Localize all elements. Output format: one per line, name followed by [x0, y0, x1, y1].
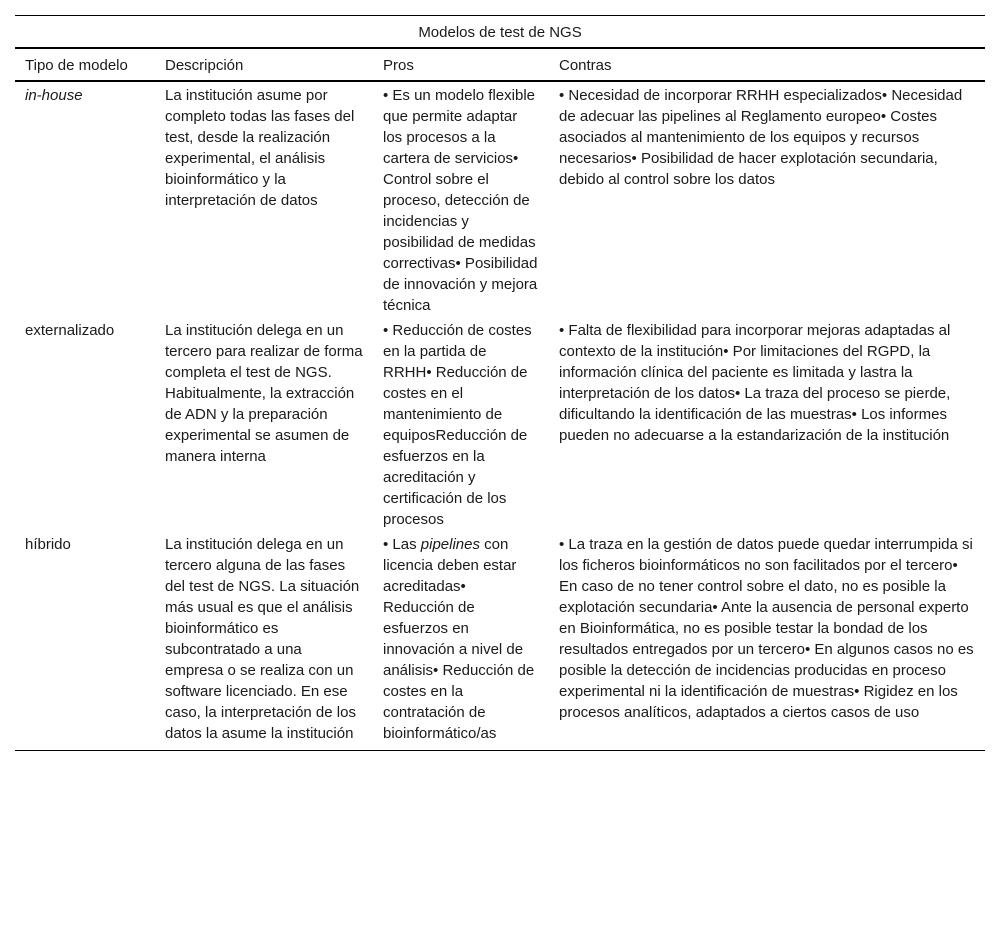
cell-tipo: externalizado	[25, 322, 115, 339]
table-caption: Modelos de test de NGS	[15, 16, 985, 49]
model-type-label: in-house	[25, 87, 83, 104]
pros-italic-term: pipelines	[420, 536, 480, 553]
table-row-in-house	[15, 81, 985, 318]
cell-contras: • Necesidad de incorporar RRHH especializados• Necesidad de adecuar las pipelines al Reglamento europeo• Costes asociados al mantenimiento de los equipos y recursos necesarios• Posibilidad de hacer explotación secundaria, debido al control sobre los datos	[559, 87, 963, 188]
table-row-hibrido	[15, 532, 985, 751]
cell-pros: • Es un modelo flexible que permite adaptar los procesos a la cartera de servicios• Control sobre el proceso, detección de incidencias y posibilidad de medidas correctivas• Posibilidad de innovación y mejora técnica	[383, 87, 538, 314]
cell-descripcion: La institución delega en un tercero alguna de las fases del test de NGS. La situación más usual es que el análisis bioinformático es subcontratado a una empresa o se realiza con un software licenciado. En ese caso, la interpretación de los datos la asume la institución	[155, 532, 373, 751]
cell-descripcion: La institución asume por completo todas las fases del test, desde la realización experimental, el análisis bioinformático y la interpretación de datos	[165, 87, 355, 209]
cell-tipo: híbrido	[15, 532, 155, 751]
ngs-models-table	[15, 15, 985, 751]
table-row-externalizado	[15, 318, 985, 532]
table-caption-row	[15, 16, 985, 49]
table-header-row	[15, 48, 985, 81]
cell-tipo	[15, 81, 155, 318]
header-contras: Contras	[549, 48, 985, 81]
pros-suffix: con licencia deben estar acreditadas• Reducción de esfuerzos en innovación a nivel de análisis• Reducción de costes en la contratación de bioinformático/as	[383, 536, 535, 742]
cell-pros: • Reducción de costes en la partida de RRHH• Reducción de costes en el mantenimiento de equiposReducción de esfuerzos en la acreditación y certificación de los procesos	[383, 322, 532, 528]
header-descripcion: Descripción	[155, 48, 373, 81]
cell-descripcion: La institución delega en un tercero para realizar de forma completa el test de NGS. Habitualmente, la extracción de ADN y la preparación experimental se asumen de manera interna	[165, 322, 363, 465]
cell-contras: • Falta de flexibilidad para incorporar mejoras adaptadas al contexto de la institución• Por limitaciones del RGPD, la información clínica del paciente es limitada y lastra la interpretación de los datos• La traza del proceso se pierde, dificultando la identificación de las muestras• Los informes pueden no adecuarse a la estandarización de la institución	[559, 322, 951, 444]
pros-prefix: • Las	[383, 536, 421, 553]
ngs-models-table-container	[15, 15, 985, 751]
header-pros: Pros	[373, 48, 549, 81]
cell-contras: • La traza en la gestión de datos puede quedar interrumpida si los ficheros bioinformáticos no son facilitados por el tercero• En caso de no tener control sobre el dato, no es posible la explotación secundaria• Ante la ausencia de personal experto en Bioinformática, no es posible testar la bondad de los resultados entregados por un tercero• En algunos casos no es posible la detección de incidencias producidas en proceso experimental ni la identificación de muestras• Rigidez en los procesos analíticos, adaptados a ciertos casos de uso	[549, 532, 985, 751]
cell-pros	[373, 532, 549, 751]
header-tipo-de-modelo: Tipo de modelo	[15, 48, 155, 81]
